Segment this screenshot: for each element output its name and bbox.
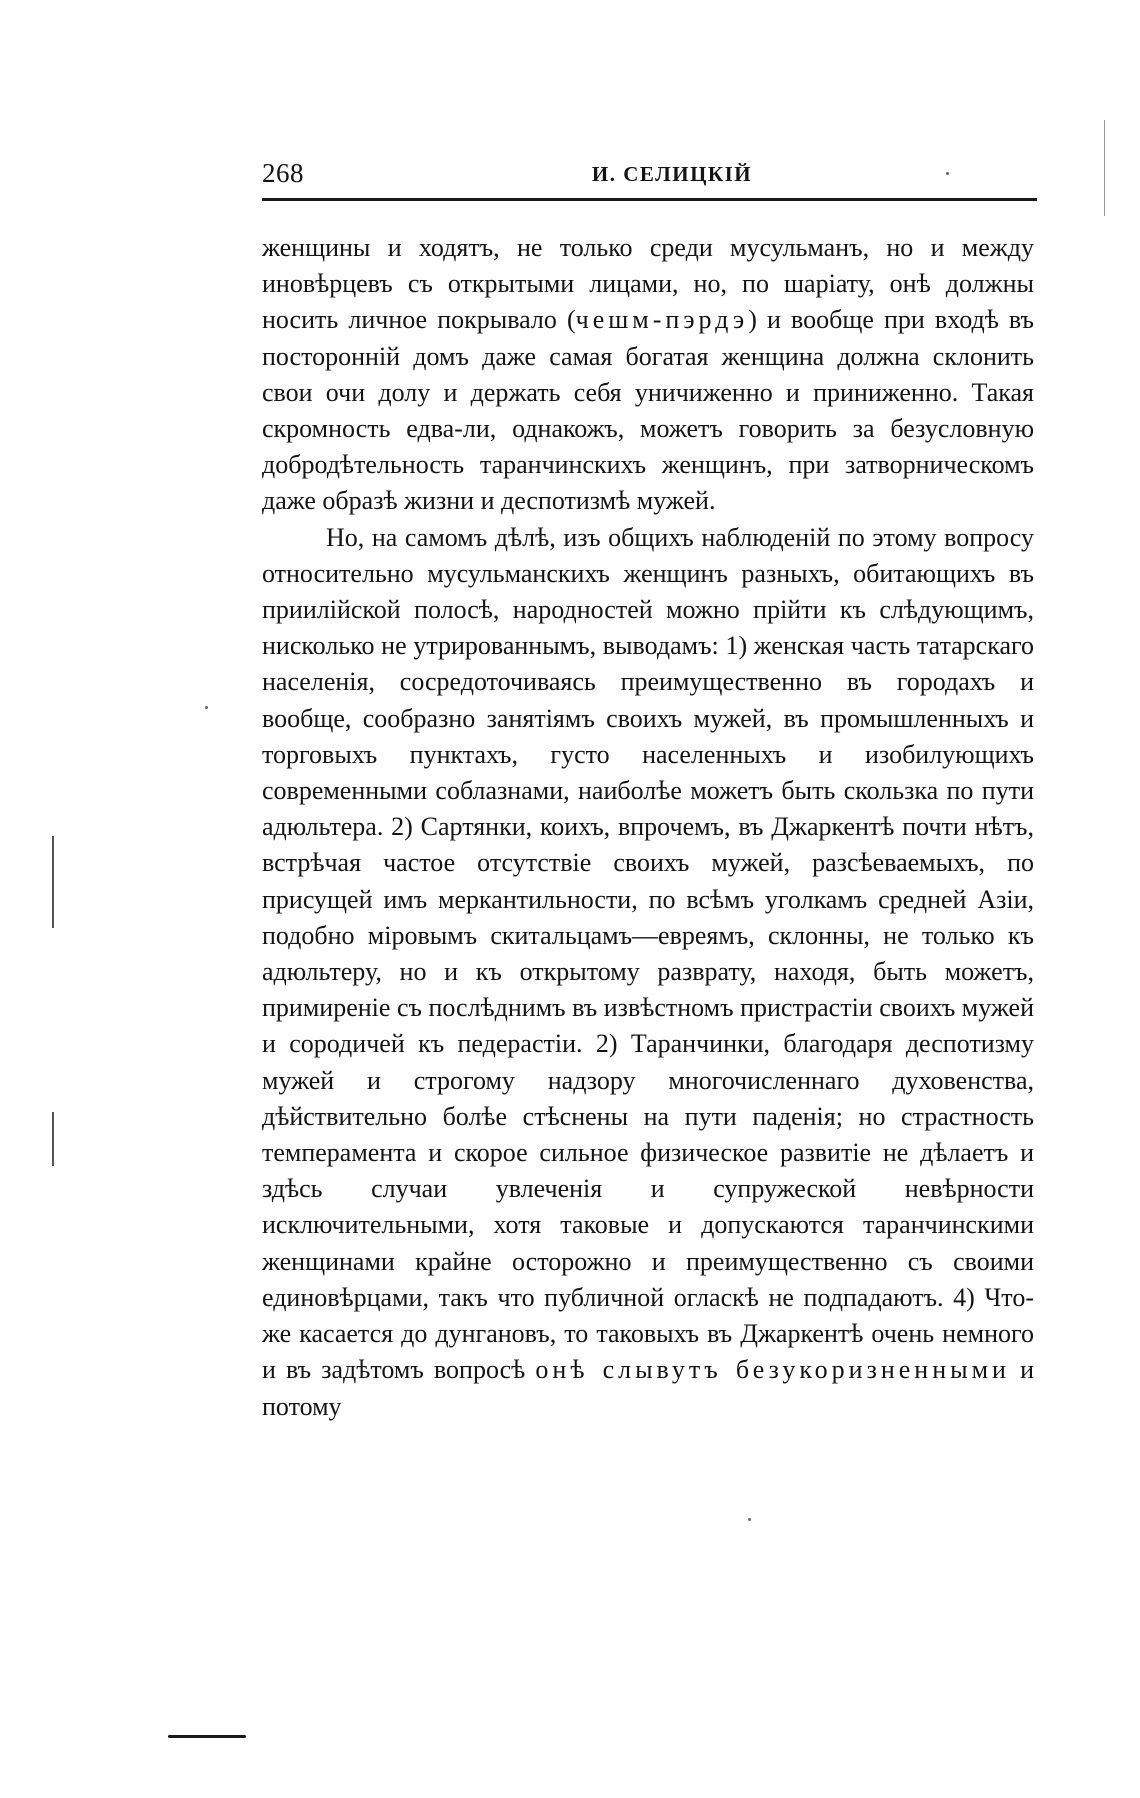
print-speck [748,1518,751,1521]
paragraph-text: женщины и ходятъ, не только среди мусульманъ, но и между иновѣрцевъ съ открытыми лицами, но, по шаріату, онѣ должны носить личное покрывало ( [262,233,1034,335]
page-number: 268 [262,158,304,188]
print-speck [946,172,949,175]
header-rule [262,198,1037,201]
page-header [262,156,1034,196]
margin-line [52,1112,54,1166]
spaced-term: чешм-пэрдэ [575,305,749,335]
paragraph [262,520,1034,1425]
margin-line [1104,120,1105,216]
spaced-phrase: онѣ слывутъ безукоризненными [535,1355,1010,1385]
paragraph [262,230,1034,520]
paragraph-text: и потому [262,1355,1034,1421]
body-text [262,230,1034,1425]
running-head: И. СЕЛИЦКІЙ [591,162,753,186]
bottom-ornament [168,1735,246,1738]
margin-line [52,836,54,928]
paragraph-text: Но, на самомъ дѣлѣ, изъ общихъ наблюденій по этому вопросу относительно мусульманскихъ женщинъ разныхъ, обитающихъ въ приилійской полосѣ, народностей можно прійти къ слѣдующимъ, нисколько не утрированнымъ, выводамъ: 1) женская часть татарскаго населенія, сосредоточиваясь преимущественно въ городахъ и вообще, сообразно занятіямъ своихъ мужей, въ промышленныхъ и торговыхъ пунктахъ, густо населенныхъ и изобилующихъ современными соблазнами, наиболѣе можетъ быть скользка по пути адюльтера. 2) Сартянки, коихъ, впрочемъ, въ Джаркентѣ почти нѣтъ, встрѣчая частое отсутствіе своихъ мужей, разсѣеваемыхъ, по присущей имъ меркантильности, по всѣмъ уголкамъ средней Азіи, подобно міровымъ скитальцамъ—евреямъ, склонны, не только къ адюльтеру, но и къ открытому разврату, находя, быть можетъ, примиреніе съ послѣднимъ въ извѣстномъ пристрастіи своихъ мужей и сородичей къ педерастіи. 2) Таранчинки, благодаря деспотизму мужей и строгому надзору многочисленнаго духовенства, дѣйствительно болѣе стѣснены на пути паденія; но страстность темперамента и скорое сильное физическое развитіе не дѣлаетъ и здѣсь случаи увлеченія и супружеской невѣрности исключительными, хотя таковые и допускаются таранчинскими женщинами крайне осторожно и преимущественно съ своими единовѣрцами, такъ что публичной огласкѣ не подпадаютъ. 4) Что-же касается до дунгановъ, то таковыхъ въ Джаркентѣ очень немного и въ задѣтомъ вопросѣ [262,522,1034,1385]
paragraph-text: ) и вообще при входѣ въ посторонній домъ даже самая богатая женщина должна склонить свои очи долу и держать себя уничиженно и приниженно. Такая скромность едва-ли, однакожъ, можетъ говорить за безусловную добродѣтельность таранчинскихъ женщинъ, при затворническомъ даже образѣ жизни и деспотизмѣ мужей. [262,305,1034,516]
print-speck [205,706,208,709]
